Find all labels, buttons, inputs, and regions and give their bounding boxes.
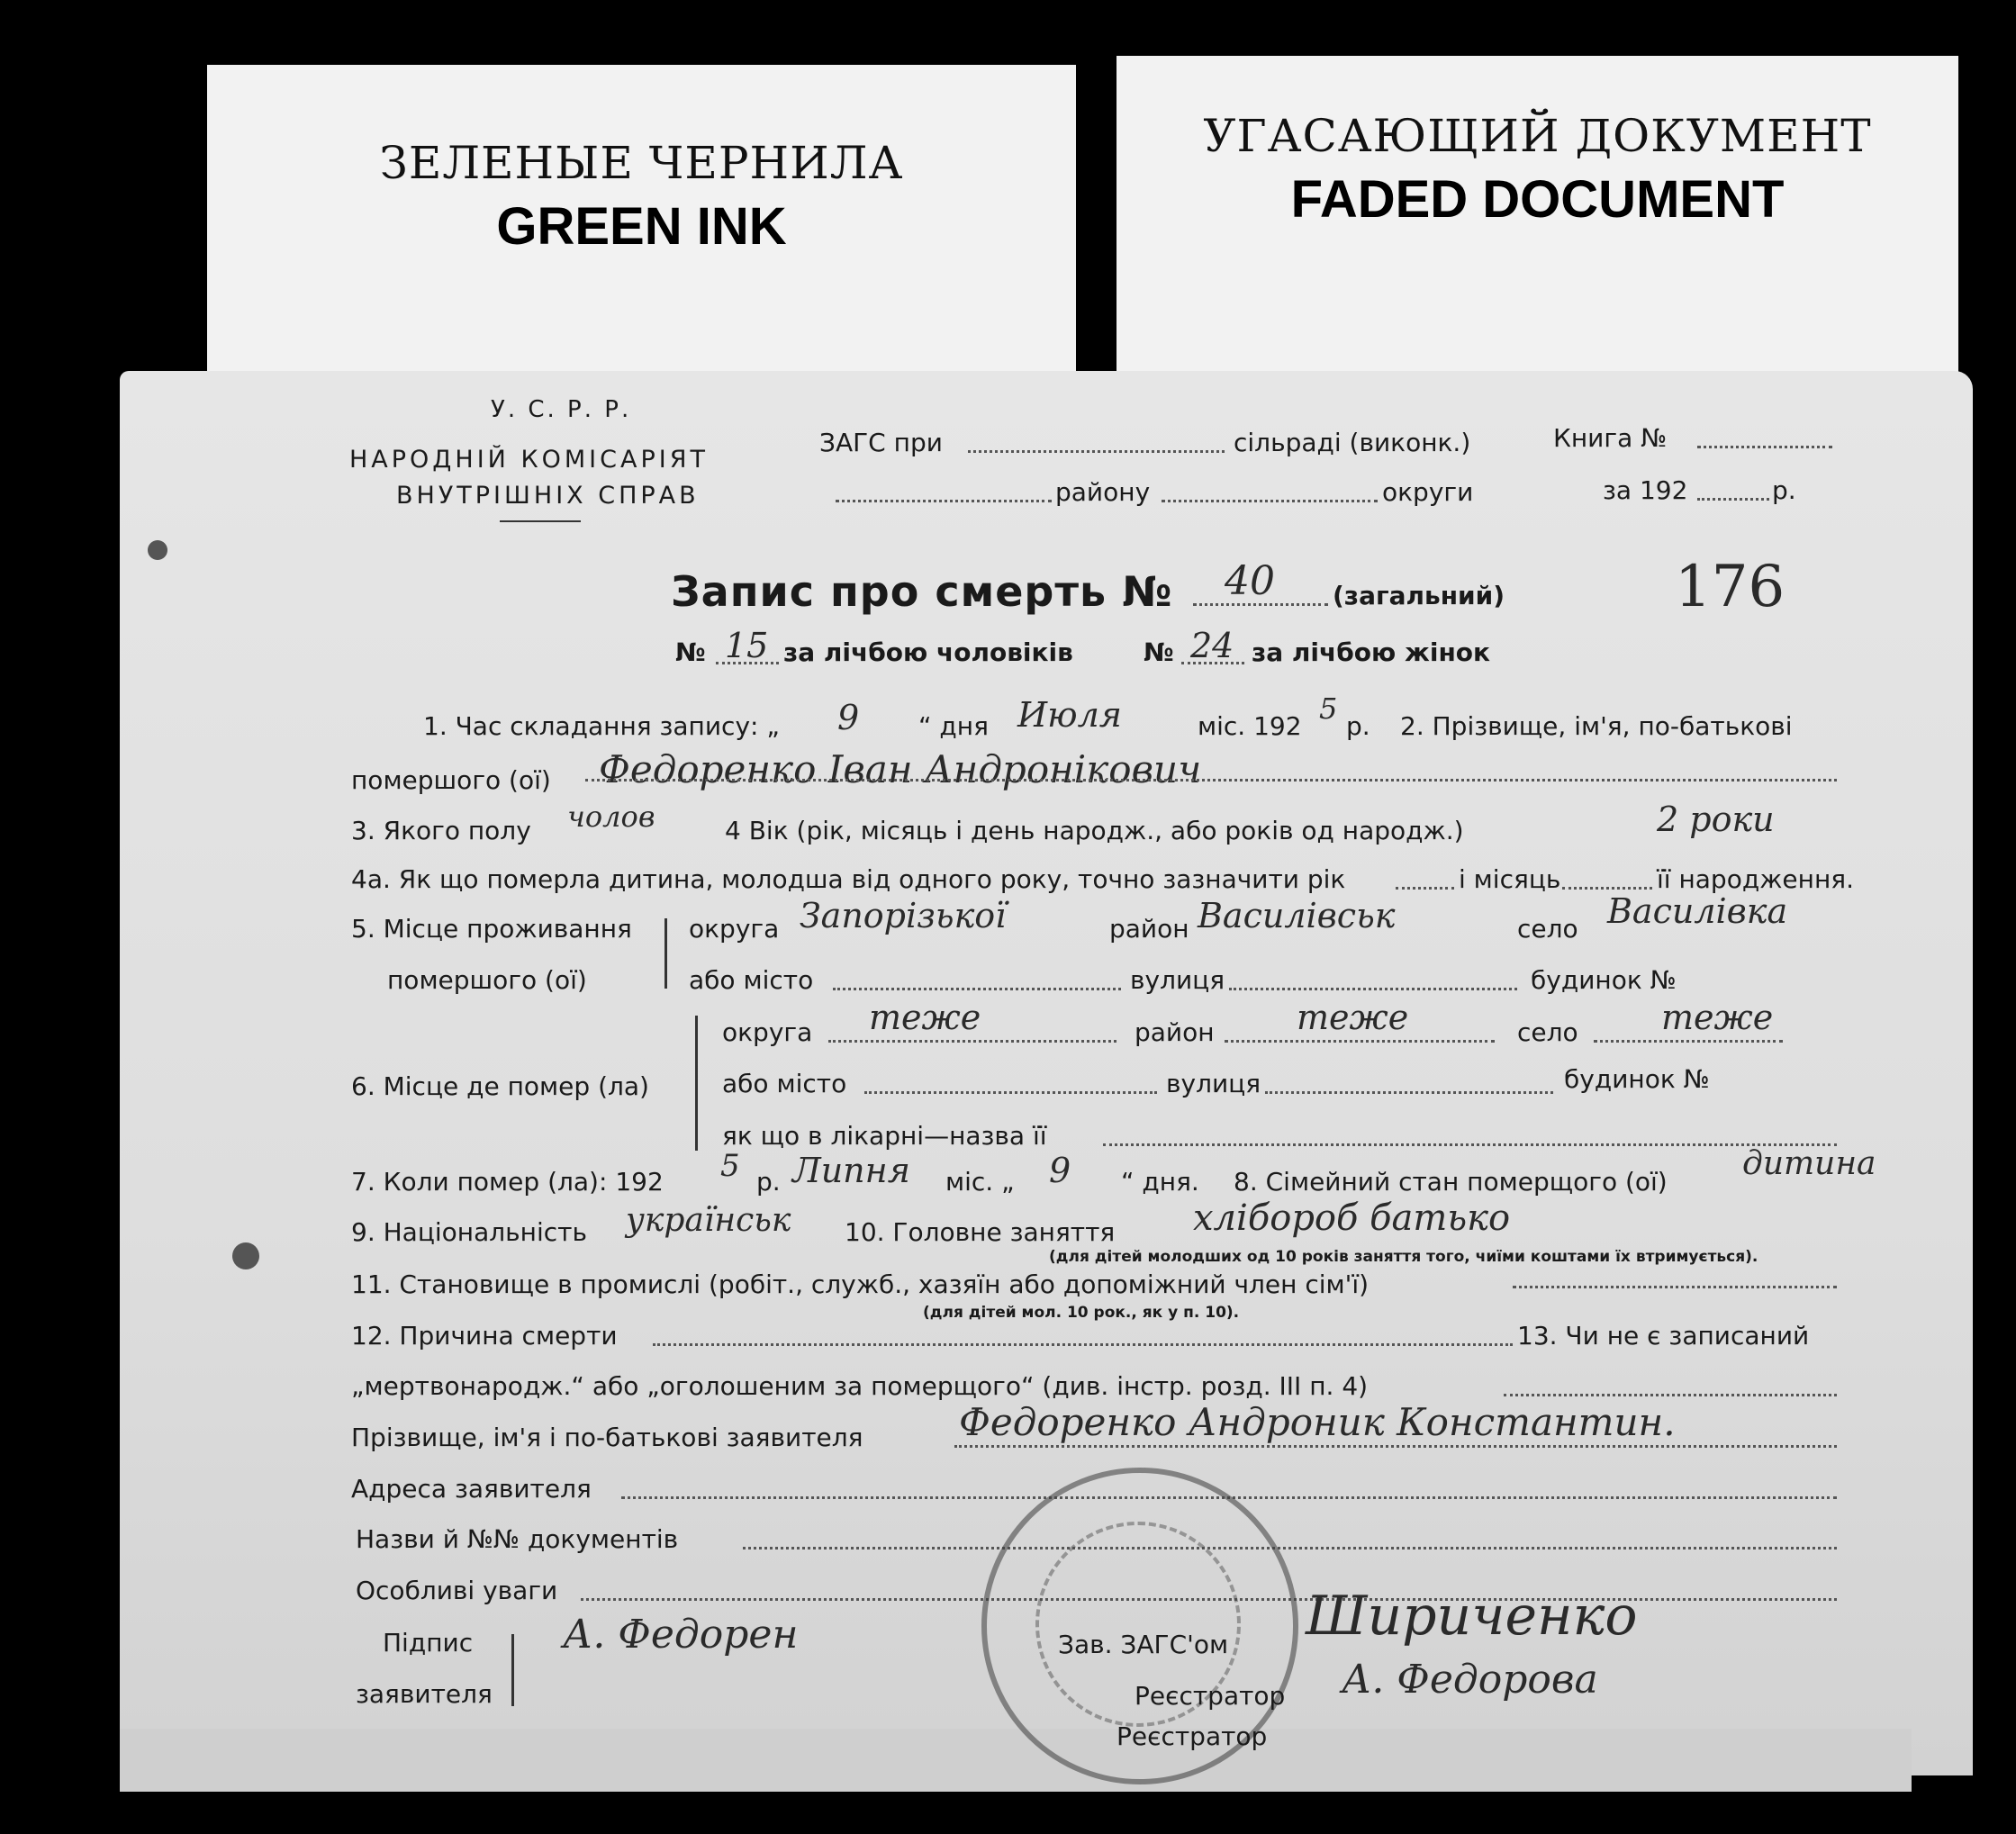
punch-hole: [148, 540, 167, 560]
faded-document-label: [1116, 56, 1958, 380]
f5-rayon: район: [1109, 914, 1189, 944]
commissariat-line-1: НАРОДНІЙ КОМІСАРІЯТ: [349, 446, 709, 474]
f5-okruha-value: Запорізької: [800, 896, 1007, 935]
signature-label-1: Підпис: [383, 1628, 474, 1658]
men-count: 15: [725, 626, 769, 665]
f13-line2: „мертвонародж.“ або „оголошеним за померщого“ (див. інстр. розд. III п. 4): [351, 1371, 1369, 1401]
rayonu-line: [836, 500, 1052, 502]
f4-age: 2 роки: [1657, 800, 1775, 839]
f5-rayon-value: Василівськ: [1198, 896, 1396, 935]
f4a-mid: і місяць: [1459, 864, 1561, 894]
f6-brace: [695, 1016, 698, 1151]
record-number: 40: [1225, 558, 1275, 604]
f13-label: 13. Чи не є записаний: [1517, 1321, 1810, 1351]
f8-label: 8. Сімейний стан померщого (ої): [1234, 1167, 1668, 1197]
record-title: Запис про смерть №: [671, 567, 1173, 616]
signature-label-2: заявителя: [356, 1679, 493, 1709]
head-signature: Шириченко: [1306, 1585, 1638, 1648]
record-general: (загальний): [1333, 581, 1505, 610]
signature-brace: [511, 1634, 514, 1706]
form-bottom-edge: [120, 1729, 1912, 1792]
f1-label: 1. Час складання запису: „: [423, 711, 780, 741]
f5-abo-misto: або місто: [689, 965, 814, 995]
applicant-address-label: Адреса заявителя: [351, 1474, 592, 1504]
f6-label: 6. Місце де помер (ла): [351, 1071, 649, 1101]
faded-document-en: FADED DOCUMENT: [1290, 170, 1785, 229]
f5-budynok: будинок №: [1531, 965, 1677, 995]
women-count: 24: [1190, 626, 1234, 665]
f4-label: 4 Вік (рік, місяць і день народж., або років од народж.): [725, 816, 1464, 845]
zags-pry-line: [968, 450, 1225, 453]
f1-r: р.: [1346, 711, 1370, 741]
silradi-label: сільраді (виконк.): [1234, 428, 1471, 457]
f6-selo-line: [1594, 1040, 1783, 1043]
f10-value: хлібороб батько: [1193, 1197, 1511, 1239]
faded-document-ru: УГАСАЮЩИЙ ДОКУМЕНТ: [1203, 110, 1872, 162]
f7-dnya: “ дня.: [1121, 1167, 1199, 1197]
f6-budynok: будинок №: [1564, 1064, 1710, 1094]
women-count-label: за лічбою жінок: [1252, 637, 1491, 667]
f11-label: 11. Становище в промислі (робіт., служб., хазяїн або допоміжний член сім'ї): [351, 1269, 1370, 1299]
za-year-label: за 192: [1603, 475, 1688, 505]
f5-misto-line: [833, 988, 1121, 990]
applicant-name-line: [954, 1445, 1837, 1448]
registrar-label-2: Реєстратор: [1116, 1721, 1268, 1751]
f6-abo-misto: або місто: [722, 1069, 847, 1098]
f5-line2: помершого (ої): [387, 965, 587, 995]
f11-note: (для дітей мол. 10 рок., як у п. 10).: [923, 1304, 1240, 1322]
f5-vulytsia: вулиця: [1130, 965, 1225, 995]
women-count-line: [1181, 662, 1244, 664]
f7-month: Липня: [792, 1151, 910, 1190]
f7-year-digit: 5: [720, 1148, 740, 1184]
zags-pry-label: ЗАГС при: [819, 428, 943, 457]
f6-selo: село: [1517, 1017, 1578, 1047]
f5-vulytsia-line: [1229, 988, 1517, 990]
punch-hole: [232, 1242, 259, 1269]
okruhy-label: округи: [1382, 477, 1474, 507]
f3-sex: чолов: [567, 800, 655, 834]
applicant-name-label: Прізвище, ім'я і по-батькові заявителя: [351, 1423, 863, 1452]
f6-rayon: район: [1135, 1017, 1215, 1047]
f6-okruha: округа: [722, 1017, 813, 1047]
rayonu-label: району: [1055, 477, 1151, 507]
f5-okruha: округа: [689, 914, 780, 944]
f6-selo-value: теже: [1661, 998, 1774, 1037]
f4a-end: її народження.: [1657, 864, 1854, 894]
okruhy-line: [1162, 500, 1378, 502]
f12-line: [653, 1343, 1513, 1346]
f9-value: українськ: [626, 1202, 791, 1239]
f2-line2: помершого (ої): [351, 765, 551, 795]
f1-day: 9: [837, 698, 860, 737]
documents-label: Назви й №№ документів: [356, 1524, 679, 1554]
green-ink-en: GREEN INK: [496, 197, 787, 256]
handwritten-archive-number: 176: [1675, 554, 1785, 620]
green-ink-label: [207, 65, 1076, 371]
knyha-line: [1697, 446, 1832, 448]
f12-label: 12. Причина смерти: [351, 1321, 618, 1351]
f8-value: дитина: [1742, 1145, 1876, 1182]
f5-selo: село: [1517, 914, 1578, 944]
f13-line: [1504, 1394, 1837, 1396]
f6-likarni: як що в лікарні—назва її: [722, 1121, 1047, 1151]
f1-month: Июля: [1017, 695, 1122, 735]
knyha-label: Книга №: [1553, 423, 1668, 453]
f7-mis: міс. „: [945, 1167, 1015, 1197]
men-count-label: за лічбою чоловіків: [783, 637, 1073, 667]
record-number-line: [1193, 603, 1328, 606]
f1-mis: міс. 192: [1198, 711, 1302, 741]
f10-label: 10. Головне заняття: [845, 1217, 1116, 1247]
f4a-label: 4а. Як що померла дитина, молодша від одного року, точно зазначити рік: [351, 864, 1346, 894]
notes-label: Особливі уваги: [356, 1576, 558, 1605]
f6-vulytsia: вулиця: [1166, 1069, 1261, 1098]
documents-line: [743, 1547, 1837, 1549]
year-line: [1697, 498, 1769, 501]
commissariat-line-2: ВНУТРІШНІХ СПРАВ: [396, 482, 700, 510]
registrar-signature: А. Федорова: [1342, 1657, 1598, 1703]
f6-okruha-value: теже: [869, 998, 981, 1037]
f6-rayon-value: теже: [1297, 998, 1409, 1037]
year-suffix: р.: [1772, 475, 1796, 505]
f7-r: р.: [756, 1167, 781, 1197]
f4a-year-line: [1396, 887, 1454, 890]
header-underline: [500, 520, 581, 522]
f10-note: (для дітей молодших од 10 років заняття того, чиїми коштами їх втримується).: [1049, 1248, 1758, 1266]
usrr-header: У. С. Р. Р.: [491, 396, 632, 423]
f6-okruha-line: [828, 1040, 1116, 1043]
f1-year-digit: 5: [1319, 691, 1338, 726]
f6-rayon-line: [1225, 1040, 1495, 1043]
f5-label: 5. Місце проживання: [351, 914, 632, 944]
f7-label: 7. Коли помер (ла): 192: [351, 1167, 664, 1197]
applicant-signature: А. Федорен: [563, 1612, 799, 1658]
applicant-name-value: Федоренко Андроник Константин.: [959, 1400, 1676, 1444]
women-no-label: №: [1144, 637, 1174, 667]
head-label: Зав. ЗАГС'ом: [1058, 1630, 1229, 1659]
f5-selo-value: Василівка: [1607, 891, 1788, 931]
f5-brace: [664, 918, 667, 989]
f6-vulytsia-line: [1265, 1091, 1553, 1094]
f9-label: 9. Національність: [351, 1217, 587, 1247]
f2-label: 2. Прізвище, ім'я, по-батькові: [1400, 711, 1793, 741]
f4a-month-line: [1562, 887, 1652, 890]
f7-day: 9: [1049, 1151, 1071, 1190]
men-count-line: [716, 662, 779, 664]
registrar-label: Реєстратор: [1135, 1681, 1286, 1711]
f6-misto-line: [864, 1091, 1157, 1094]
f3-label: 3. Якого полу: [351, 816, 531, 845]
green-ink-ru: ЗЕЛЕНЫЕ ЧЕРНИЛА: [379, 137, 904, 189]
f2-line: [585, 779, 1837, 781]
men-no-label: №: [675, 637, 706, 667]
f6-likarni-line: [1103, 1143, 1837, 1146]
f2-deceased-name: Федоренко Іван Андронікович: [599, 747, 1202, 791]
f11-line: [1513, 1286, 1837, 1288]
f1-dnya: “ дня: [918, 711, 989, 741]
